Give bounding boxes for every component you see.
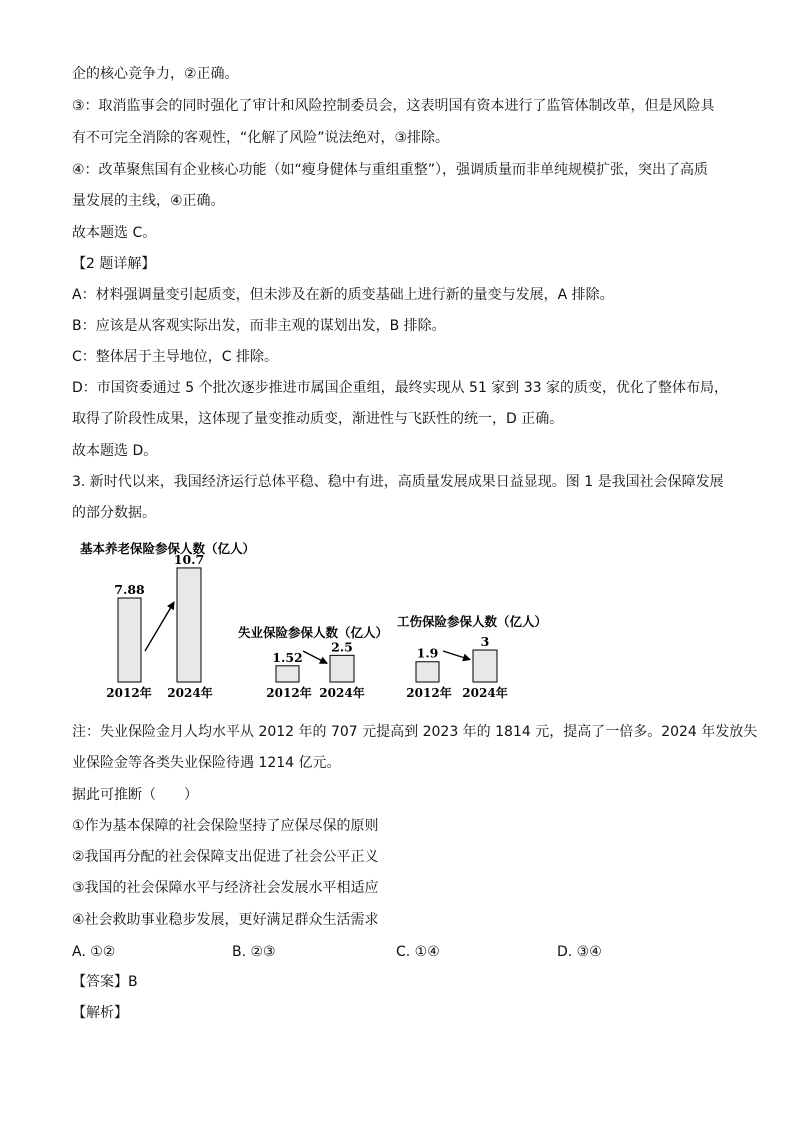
question-stem: 据此可推断（ ） [72, 787, 198, 803]
note-line: 业保险金等各类失业保险待遇 1214 亿元。 [72, 755, 341, 771]
statement-4: ④社会救助事业稳步发展，更好满足群众生活需求 [72, 912, 379, 928]
chart-bar [330, 655, 354, 682]
chart-bar [177, 568, 201, 682]
year-tick-label: 2012年 [406, 686, 452, 700]
text-line: ③：取消监事会的同时强化了审计和风险控制委员会，这表明国有资本进行了监管体制改革，但是风险具 [72, 98, 715, 114]
year-tick-label: 2024年 [462, 686, 508, 700]
text-line: 故本题选 C。 [72, 225, 157, 241]
chart-bar [118, 598, 141, 682]
note-line: 注：失业保险金月人均水平从 2012 年的 707 元提高到 2023 年的 1814 元，提高了一倍多。2024 年发放失 [72, 724, 758, 740]
text-line: 故本题选 D。 [72, 443, 158, 459]
text-line: B：应该是从客观实际出发，而非主观的谋划出发，B 排除。 [72, 318, 446, 334]
bar-value-label: 3 [480, 634, 490, 650]
answer-label: 【答案】B [72, 974, 138, 990]
text-line: C：整体居于主导地位，C 排除。 [72, 349, 279, 365]
text-line: 3. 新时代以来，我国经济运行总体平稳、稳中有进，高质量发展成果日益显现。图 1 是我国社会保障发展 [72, 474, 724, 490]
bar-value-label: 1.52 [272, 649, 303, 665]
chart-bar [276, 666, 299, 682]
year-tick-label: 2012年 [266, 686, 312, 700]
chart-title: 工伤保险参保人数（亿人） [397, 614, 548, 629]
option-c: C. ①④ [396, 944, 440, 960]
year-tick-label: 2012年 [106, 686, 152, 700]
section-heading: 【2 题详解】 [72, 256, 156, 272]
chart-bar [473, 650, 497, 682]
chart-title: 基本养老保险参保人数（亿人） [80, 541, 256, 556]
text-line: 量发展的主线，④正确。 [72, 193, 225, 209]
year-tick-label: 2024年 [167, 686, 213, 700]
text-line: D：市国资委通过 5 个批次逐步推进市属国企重组，最终实现从 51 家到 33 家的质变，优化了整体布局， [72, 380, 729, 396]
statement-1: ①作为基本保障的社会保险坚持了应保尽保的原则 [72, 818, 379, 834]
statement-3: ③我国的社会保障水平与经济社会发展水平相适应 [72, 880, 379, 896]
text-line: 的部分数据。 [72, 505, 156, 521]
chart-bar [416, 662, 439, 682]
statement-2: ②我国再分配的社会保障支出促进了社会公平正义 [72, 849, 379, 865]
trend-arrow [303, 651, 327, 663]
option-b: B. ②③ [232, 944, 276, 960]
chart-title: 失业保险参保人数（亿人） [238, 625, 389, 640]
bar-value-label: 7.88 [114, 581, 145, 597]
analysis-label: 【解析】 [72, 1005, 128, 1021]
bar-value-label: 10.7 [173, 551, 205, 567]
bar-value-label: 1.9 [416, 645, 439, 661]
text-line: ④：改革聚焦国有企业核心功能（如“瘦身健体与重组重整”），强调质量而非单纯规模扩张，突出了高质 [72, 162, 709, 178]
text-line: 有不可完全消除的客观性，“化解了风险”说法绝对，③排除。 [72, 130, 450, 146]
trend-arrow [145, 602, 174, 651]
text-line: 企的核心竞争力，②正确。 [72, 66, 239, 82]
option-d: D. ③④ [557, 944, 602, 960]
option-a: A. ①② [72, 944, 116, 960]
bar-value-label: 2.5 [331, 639, 353, 655]
text-line: A：材料强调量变引起质变，但未涉及在新的质变基础上进行新的量变与发展，A 排除。 [72, 287, 614, 303]
text-line: 取得了阶段性成果，这体现了量变推动质变，渐进性与飞跃性的统一，D 正确。 [72, 411, 564, 427]
trend-arrow [443, 651, 470, 660]
year-tick-label: 2024年 [319, 686, 365, 700]
